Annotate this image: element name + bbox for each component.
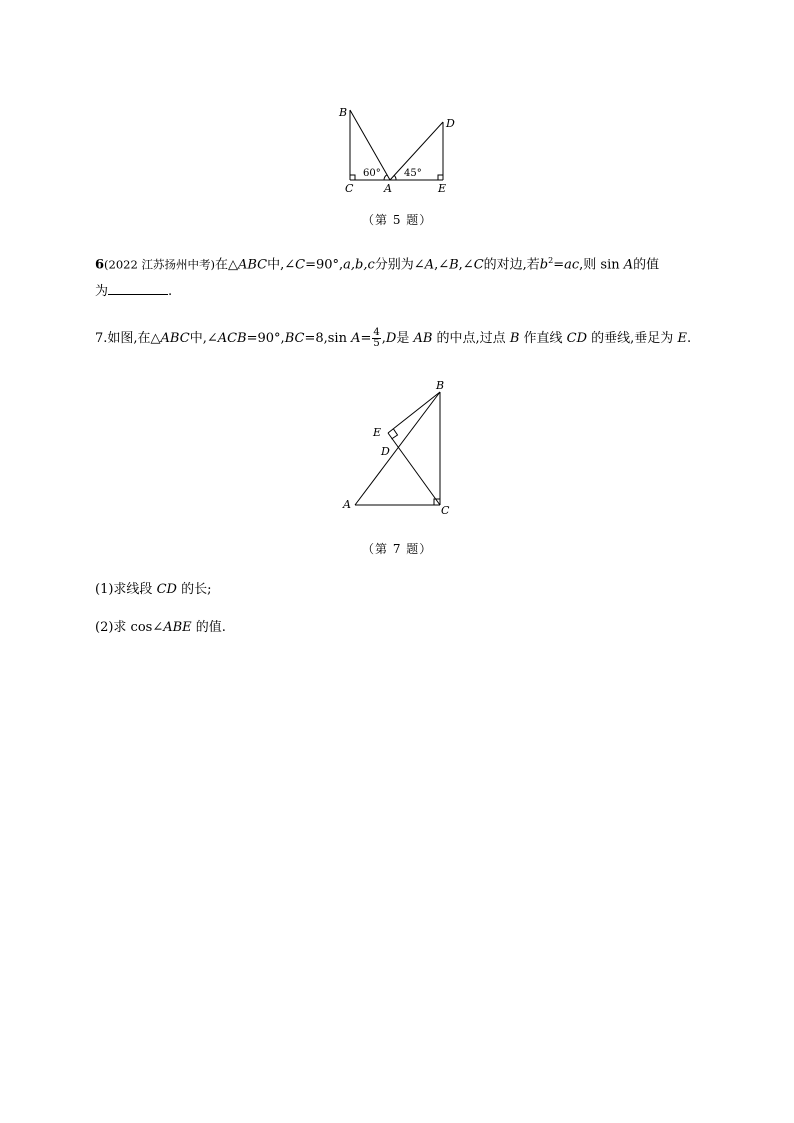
question-7 <box>95 328 691 349</box>
fraction-numerator: 4 <box>373 327 380 338</box>
answer-blank[interactable] <box>108 282 168 295</box>
sub-question-1 <box>95 581 211 599</box>
right-angle-e <box>392 429 398 439</box>
figure-7-diagram <box>335 375 465 520</box>
label-e: E <box>438 182 447 195</box>
angle-arc-right <box>394 175 396 180</box>
label-b: B <box>436 379 445 392</box>
label-c: C <box>345 182 354 195</box>
q6-text: . <box>168 284 173 299</box>
q7-var: D <box>385 331 397 346</box>
question-6-line-2 <box>95 282 172 301</box>
q6-var: a,b,c <box>343 257 375 273</box>
right-angle-c <box>350 175 355 180</box>
label-a: A <box>384 182 392 195</box>
q6-text: ,∠ <box>458 257 474 273</box>
label-e: E <box>373 426 382 439</box>
angle-arc-left <box>384 175 387 180</box>
q7-text: 的中点,过点 <box>432 331 510 346</box>
sub2-text: 的值. <box>191 620 226 635</box>
question-6-source: (2022 江苏扬州中考) <box>104 257 215 272</box>
q6-var: C <box>295 257 306 273</box>
q6-superscript: 2 <box>548 256 554 265</box>
q6-var: ABC <box>237 257 268 273</box>
q7-var: E <box>677 331 687 346</box>
q7-var: AB <box>413 331 433 346</box>
sub2-text: (2)求 cos∠ <box>95 620 164 635</box>
angle-label-45: 45° <box>404 168 422 179</box>
q7-var: B <box>509 331 520 346</box>
q7-text: =8,sin <box>304 331 352 346</box>
q7-var: CD <box>566 331 588 346</box>
sub1-var: CD <box>156 582 177 597</box>
q7-var: BC <box>284 331 305 346</box>
q6-text: 中,∠ <box>267 257 296 273</box>
q7-var: ABC <box>160 331 190 346</box>
q7-text: , <box>381 331 386 346</box>
q6-var: B <box>449 257 459 273</box>
q6-text: 的对边,若 <box>483 257 540 273</box>
q7-text: .如图,在△ <box>103 331 161 346</box>
q7-text: 作直线 <box>519 331 567 346</box>
q6-text: 的值 <box>633 257 660 273</box>
fraction-denominator: 5 <box>373 338 380 349</box>
q7-text: 是 <box>396 331 414 346</box>
q6-text: 分别为∠ <box>374 257 425 273</box>
q6-var: A <box>424 257 435 273</box>
label-c: C <box>441 504 450 517</box>
sub2-var: ABE <box>163 620 192 635</box>
q6-var: C <box>473 257 484 273</box>
figure-5-caption: （第 5 题） <box>362 213 433 227</box>
fraction-4-5 <box>372 328 380 349</box>
angle-label-60: 60° <box>363 168 381 179</box>
q6-var: b <box>539 257 549 273</box>
question-6 <box>95 252 659 274</box>
q7-text: =90°, <box>246 331 285 346</box>
q6-var: ac <box>564 257 580 273</box>
question-7-number: 7 <box>95 331 104 346</box>
q7-var: ACB <box>217 331 247 346</box>
q6-text: ,则 sin <box>579 257 624 273</box>
sub1-text: (1)求线段 <box>95 582 157 597</box>
q7-text: . <box>686 331 692 346</box>
q6-text: 为 <box>95 284 109 299</box>
q6-text: ,∠ <box>434 257 450 273</box>
q6-text: =90°, <box>305 257 344 273</box>
q7-var: A <box>351 331 361 346</box>
label-b: B <box>339 106 348 119</box>
sub-question-2 <box>95 619 226 637</box>
q6-text: = <box>553 257 565 273</box>
right-angle-e <box>438 175 443 180</box>
q6-var: A <box>623 257 634 273</box>
sub1-text: 的长; <box>176 582 212 597</box>
q6-text: 在△ <box>214 257 238 273</box>
figure-5-diagram <box>330 100 470 200</box>
q7-text: 中,∠ <box>189 331 218 346</box>
label-d: D <box>446 117 455 130</box>
q7-text: = <box>360 331 372 346</box>
segment-ec <box>388 433 440 505</box>
question-6-number: 6 <box>95 257 105 273</box>
figure-7-caption: （第 7 题） <box>362 542 433 556</box>
label-d: D <box>381 445 390 458</box>
q7-text: 的垂线,垂足为 <box>587 331 678 346</box>
label-a: A <box>343 498 351 511</box>
